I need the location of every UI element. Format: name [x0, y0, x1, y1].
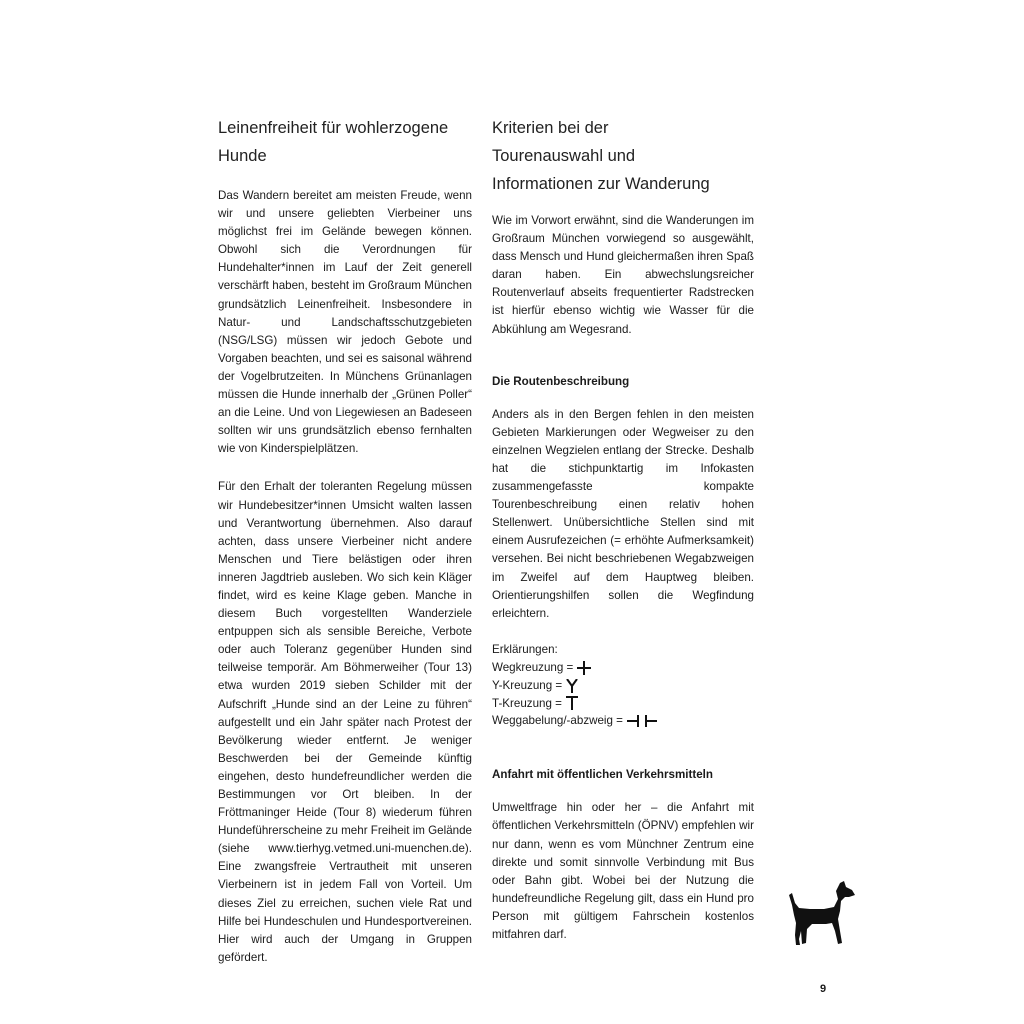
dog-silhouette-icon [788, 881, 856, 947]
fork-junction-icon [627, 714, 657, 728]
legend-item [492, 712, 754, 730]
section-title-criteria: Kriterien bei der Tourenauswahl und Informationen zur Wanderung [492, 119, 710, 193]
crossroad-icon [577, 661, 591, 675]
y-junction-icon [566, 679, 578, 693]
page-number: 9 [820, 983, 827, 995]
section-title-leash: Leinenfreiheit für wohlerzogene Hunde [218, 119, 449, 165]
t-junction-icon [566, 696, 578, 710]
legend-label: Wegkreuzung = [492, 660, 574, 674]
paragraph: Das Wandern bereitet am meisten Freude, wenn wir und unsere geliebten Vierbeiner uns möglichst frei im Gelände bewegen können. Obwohl sich die Verordnungen für Hundehalter*innen im Lauf der Zeit generell verschärft haben, besteht im Großraum München grundsätzlich Leinenfreiheit. Insbesondere in Natur- und Landschaftsschutzgebieten (NSG/LSG) müssen wir jedoch Gebote und Vorgaben beachten, und sei es saisonal während der Vogelbrutzeiten. In Münchens Grünanlagen müssen die Hunde innerhalb der „Grünen Poller“ an die Leine. Und von Liegewiesen an Badeseen sollten wir uns grundsätzlich ebenso fernhalten wie von Kinderspielplätzen. [218, 189, 472, 456]
paragraph: Anders als in den Bergen fehlen in den meisten Gebieten Markierungen oder Wegweiser zu den einzelnen Wegzielen entlang der Strecke. Deshalb hat die stichpunktartig im Infokasten zusammengefasste kompakte Tourenbeschreibung einen relativ hohen Stellenwert. Unübersichtliche Stellen sind mit einem Ausrufezeichen (= erhöhte Aufmerksamkeit) versehen. Bei nicht beschriebenen Wegabzweigen im Zweifel auf dem Hauptweg bleiben. Orientierungshilfen sollen die Wegfindung erleichtern. [492, 407, 754, 620]
right-column [492, 114, 754, 964]
legend-label: T-Kreuzung = [492, 696, 562, 710]
legend-item [492, 677, 754, 695]
paragraph: Umweltfrage hin oder her – die Anfahrt mit öffentlichen Verkehrsmitteln (ÖPNV) empfehlen wir nur dann, wenn es vom Münchner Zentrum eine direkte und somit sinnvolle Verbindung mit Bus oder Bahn gibt. Wobei bei der Nutzung die hundefreundliche Regelung gilt, dass ein Hund pro Person mit gültigem Fahrschein kostenlos mitfahren darf. [492, 801, 754, 941]
transit-heading: Anfahrt mit öffentlichen Verkehrsmitteln [492, 768, 713, 782]
legend-label: Weggabelung/-abzweig = [492, 714, 623, 728]
legend-item [492, 659, 754, 677]
legend [492, 641, 754, 731]
legend-item [492, 695, 754, 713]
legend-title: Erklärungen: [492, 642, 558, 656]
paragraph: Für den Erhalt der toleranten Regelung müssen wir Hundebesitzer*innen Umsicht walten lassen und Verantwortung übernehmen. Also darauf achten, dass unsere Vierbeiner nicht andere Menschen und Tiere belästigen oder ihren inneren Jagdtrieb ausleben. Wo sich kein Kläger findet, wird es keine Klage geben. Manche in diesem Buch vorgestellten Wanderziele entpuppen sich als sensible Bereiche, Verbote oder auch Toleranz gegenüber Hunden sind teilweise temporär. Am Böhmerweiher (Tour 13) etwa wurden 2019 sieben Schilder mit der Aufschrift „Hunde sind an der Leine zu führen“ aufgestellt und ein Jahr später nach Protest der Bevölkerung wieder entfernt. Je weniger Beschwerden bei der Gemeinde künftig eingehen, desto hundefreundlicher werden die Bestimmungen vor Ort bleiben. In der Fröttmaninger Heide (Tour 8) wiederum führen Hundeführerscheine zu mehr Freiheit im Gelände (siehe www.tierhyg.vetmed.uni-muenchen.de). Eine zwangsfreie Vertrautheit mit unseren Vierbeinern ist in jedem Fall von Vorteil. Um dieses Ziel zu erreichen, suchen viele Rat und Hilfe bei Hundeschulen und Hundesportvereinen. Hier wird auch der Umgang in Gruppen gefördert. [218, 480, 472, 964]
legend-label: Y-Kreuzung = [492, 678, 563, 692]
paragraph: Wie im Vorwort erwähnt, sind die Wanderungen im Großraum München vorwiegend so ausgewählt, dass Mensch und Hund gleichermaßen ihren Spaß daran haben. Ein abwechslungsreicher Routenverlauf abseits frequentierter Radstrecken ist hierfür ebenso wichtig wie Wasser für die Abkühlung am Wegesrand. [492, 214, 754, 336]
route-heading: Die Routenbeschreibung [492, 374, 630, 388]
left-column [218, 114, 472, 987]
